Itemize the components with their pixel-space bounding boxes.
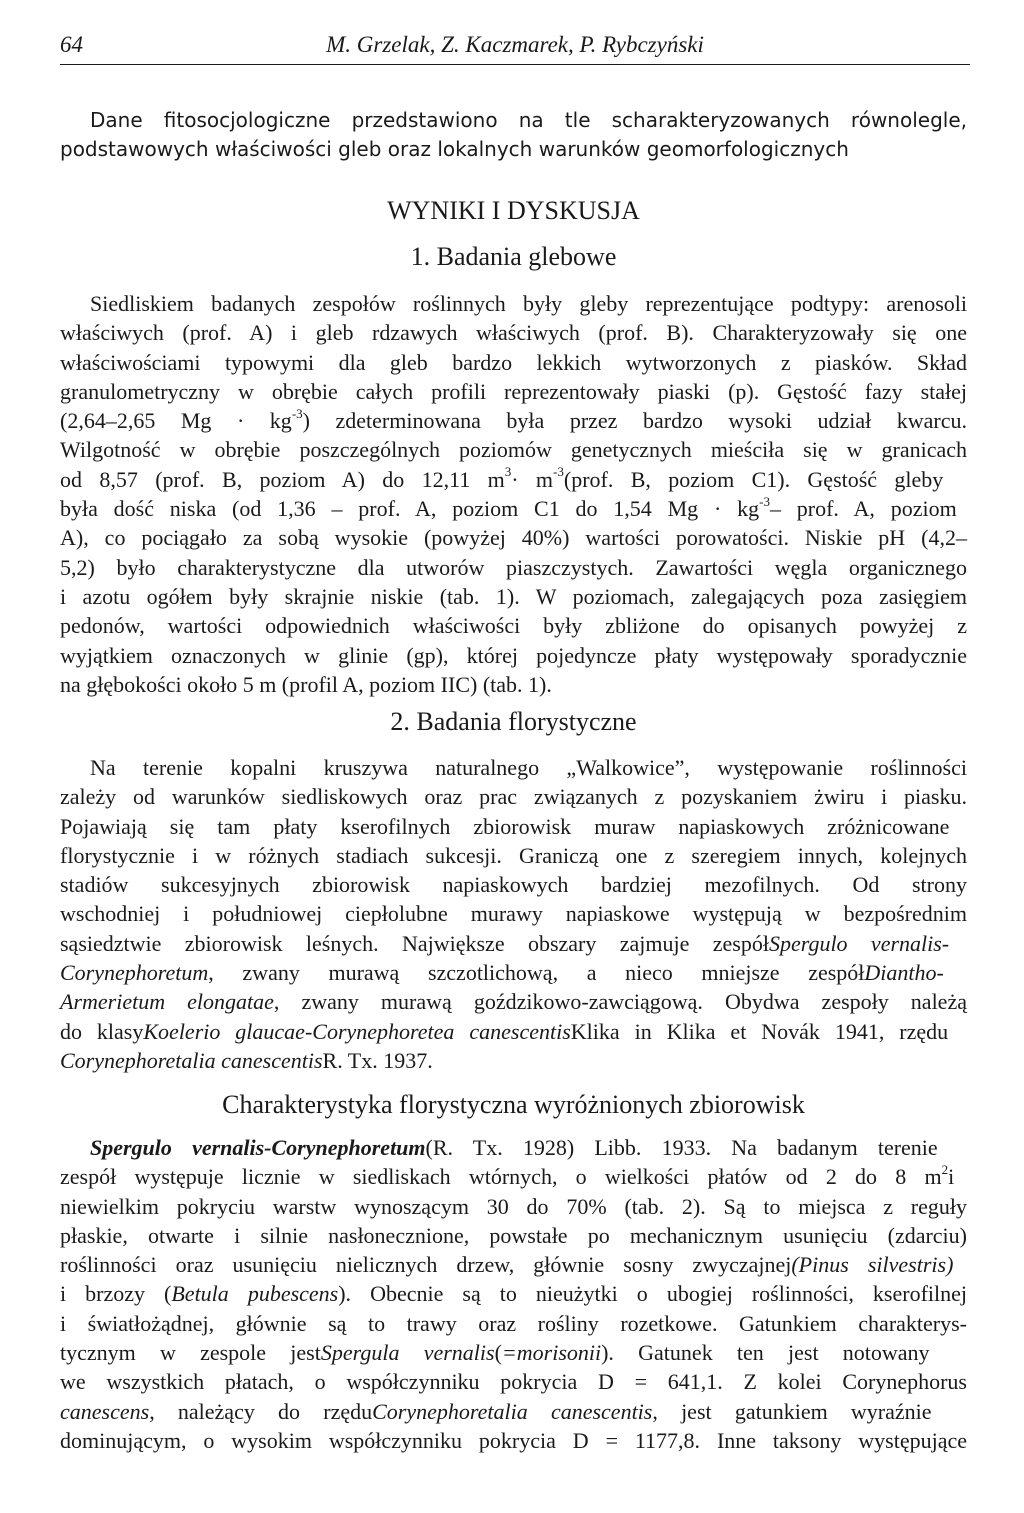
text-line: florystycznie i w różnych stadiach sukcesji. Graniczą one z szeregiem innych, kolejnych xyxy=(60,842,967,868)
text-line: sąsiedztwie zbiorowisk leśnych. Największe obszary zajmuje zespółSpergulo vernalis- xyxy=(60,930,950,956)
text-line: stadiów sukcesyjnych zbiorowisk napiaskowych bardziej mezofilnych. Od strony xyxy=(60,872,967,898)
page-number: 64 xyxy=(60,32,83,57)
text-line: właściwościami typowymi dla gleb bardzo lekkich wytworzonych z piasków. Skład xyxy=(60,349,967,375)
text-line: i światłożądnej, głównie są to trawy oraz rośliny rozetkowe. Gatunkiem charakterys- xyxy=(60,1310,967,1336)
text-line: płaskie, otwarte i silnie nasłonecznione, powstałe po mechanicznym usunięciu (zdarciu) xyxy=(60,1222,967,1248)
text-line: roślinności oraz usunięciu nielicznych drzew, głównie sosny zwyczajnej(Pinus silvestris) xyxy=(60,1252,954,1278)
text-line: Dane fitosocjologiczne przedstawiono na tle scharakteryzowanych równolegle, xyxy=(90,108,967,132)
authors: M. Grzelak, Z. Kaczmarek, P. Rybczyński xyxy=(326,32,704,57)
text-line: 5,2) było charakterystyczne dla utworów piaszczystych. Zawartości węgla organicznego xyxy=(60,554,967,580)
text-line: (2,64–2,65 $Mg \cdot kg^{-3}$) zdeterminowana była przez bardzo wysoki udział kwarcu. xyxy=(60,405,967,434)
floristic-paragraph xyxy=(60,753,967,1075)
text-line: i brzozy (Betula pubescens). Obecnie są to nieużytki o ubogiej roślinności, kserofilnej xyxy=(60,1281,967,1307)
subsection-title-2: 2. Badania florystyczne xyxy=(390,707,637,736)
text-line: A), co pociągało za sobą wysokie (powyżej 40%) wartości porowatości. Niskie pH (4,2– xyxy=(60,525,967,551)
text-line: Siedliskiem badanych zespołów roślinnych były gleby reprezentujące podtypy: arenosoli xyxy=(90,291,967,316)
text-line: niewielkim pokryciu warstw wynoszącym 30 do 70% (tab. 2). Są to miejsca z reguły xyxy=(60,1193,967,1219)
text-line: wyjątkiem oznaczonych w glinie (gp), której pojedyncze płaty występowały sporadycznie xyxy=(60,642,967,668)
soil-paragraph xyxy=(60,289,967,699)
text-line: we wszystkich płatach, o współczynniku pokrycia D = 641,1. Z kolei Corynephorus xyxy=(60,1369,967,1395)
text-line: podstawowych właściwości gleb oraz lokalnych warunków geomorfologicznych xyxy=(60,137,849,162)
text-line: tycznym w zespole jestSpergula vernalis(=morisonii). Gatunek ten jest notowany xyxy=(60,1340,930,1366)
community-paragraph xyxy=(60,1133,967,1455)
text-line: pedonów, wartości odpowiednich właściwości były zbliżone do opisanych powyżej z xyxy=(60,613,967,639)
text-line: właściwych (prof. A) i gleb rdzawych właściwych (prof. B). Charakteryzowały się one xyxy=(60,320,967,346)
text-line: Na terenie kopalni kruszywa naturalnego „Walkowice”, występowanie roślinności xyxy=(90,755,967,780)
text-line: Corynephoretum, zwany murawą szczotlichową, a nieco mniejsze zespółDiantho- xyxy=(60,960,944,986)
text-line: do klasyKoelerio glaucae-Corynephoretea canescentisKlika in Klika et Novák 1941, rzędu xyxy=(60,1018,949,1044)
intro-paragraph xyxy=(60,106,967,165)
text-line: Armerietum elongatae, zwany murawą goździkowo-zawciągową. Obydwa zespoły należą xyxy=(60,989,967,1015)
text-line: zespół występuje licznie w siedliskach wtórnych, o wielkości płatów od 2 do 8 $m^2i$ xyxy=(60,1161,955,1190)
subsection-title-1: 1. Badania glebowe xyxy=(410,242,617,271)
text-line: canescens, należący do rzęduCorynephoretalia canescentis, jest gatunkiem wyraźnie xyxy=(60,1398,932,1424)
text-line: była dość niska (od 1,36 – prof. A, poziom C1 do 1,54 $Mg \cdot kg^{-3}-$ prof. A, poziom xyxy=(60,493,957,522)
text-line: od 8,57 (prof. B, poziom A) do 12,11 $m^3\cdot$ $m^{-3}(prof$. B, poziom C1). Gęstość gleby xyxy=(60,464,944,492)
text-line: i azotu ogółem były skrajnie niskie (tab. 1). W poziomach, zalegających poza zasięgiem xyxy=(60,583,967,609)
text-line: Pojawiają się tam płaty kserofilnych zbiorowisk muraw napiaskowych zróżnicowane xyxy=(60,813,950,839)
text-line: na głębokości około 5 m (profil A, poziom IIC) (tab. 1). xyxy=(60,671,552,697)
text-line: wschodniej i południowej ciepłolubne murawy napiaskowe występują w bezpośrednim xyxy=(60,901,967,927)
text-line: granulometryczny w obrębie całych profili reprezentowały piaski (p). Gęstość fazy stałej xyxy=(60,378,967,404)
text-line: Spergulo vernalis-Corynephoretum(R. Tx. 1928) Libb. 1933. Na badanym terenie xyxy=(90,1135,938,1160)
text-line: dominującym, o wysokim współczynniku pokrycia D = 1177,8. Inne taksony występujące xyxy=(60,1427,967,1453)
section-title: WYNIKI I DYSKUSJA xyxy=(387,196,640,225)
text-line: Corynephoretalia canescentisR. Tx. 1937. xyxy=(60,1047,433,1073)
text-line: Wilgotność w obrębie poszczególnych poziomów genetycznych mieściła się w granicach xyxy=(60,437,967,463)
text-line: zależy od warunków siedliskowych oraz prac związanych z pozyskaniem żwiru i piasku. xyxy=(60,784,967,810)
running-header xyxy=(60,30,970,65)
subsection-title-3: Charakterystyka florystyczna wyróżnionych zbiorowisk xyxy=(222,1090,805,1119)
